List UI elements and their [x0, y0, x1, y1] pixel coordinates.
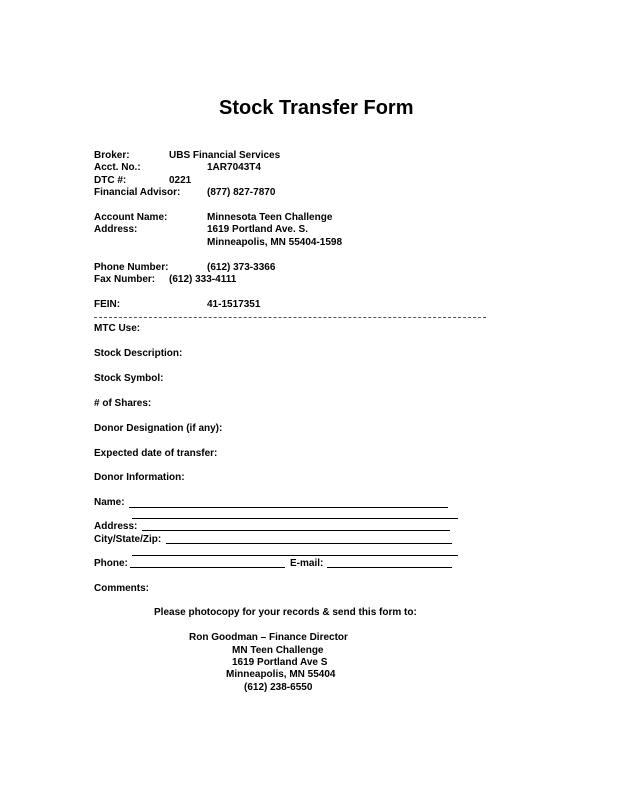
phone-field-label: Phone: — [94, 558, 128, 569]
comments-label: Comments: — [94, 583, 150, 594]
stock-symbol-label: Stock Symbol: — [94, 373, 164, 384]
account-name-value: Minnesota Teen Challenge — [207, 212, 333, 223]
expected-date-label: Expected date of transfer: — [94, 448, 218, 459]
city-state-zip-input-line-2[interactable] — [132, 555, 458, 556]
address-field-label: Address: — [94, 521, 138, 532]
send-city: Minneapolis, MN 55404 — [226, 669, 336, 680]
phone-number-value: (612) 373-3366 — [207, 262, 276, 273]
separator-dashed-line — [94, 317, 486, 318]
dtc-value: 0221 — [169, 175, 192, 186]
stock-description-label: Stock Description: — [94, 348, 183, 359]
phone-input-line[interactable] — [130, 567, 285, 568]
advisor-label: Financial Advisor: — [94, 187, 181, 198]
fax-number-label: Fax Number: — [94, 274, 156, 285]
send-contact: Ron Goodman – Finance Director — [189, 632, 348, 643]
acct-label: Acct. No.: — [94, 162, 141, 173]
broker-value: UBS Financial Services — [169, 150, 281, 161]
address-line1: 1619 Portland Ave. S. — [207, 224, 308, 235]
city-state-zip-input-line[interactable] — [166, 543, 452, 544]
city-state-zip-label: City/State/Zip: — [94, 534, 162, 545]
name-label: Name: — [94, 497, 125, 508]
address-label: Address: — [94, 224, 138, 235]
email-input-line[interactable] — [327, 567, 452, 568]
donor-designation-label: Donor Designation (if any): — [94, 423, 223, 434]
page-title: Stock Transfer Form — [219, 97, 414, 119]
send-instruction: Please photocopy for your records & send this form to: — [154, 607, 417, 618]
advisor-value: (877) 827-7870 — [207, 187, 276, 198]
acct-value: 1AR7043T4 — [207, 162, 261, 173]
send-street: 1619 Portland Ave S — [232, 657, 328, 668]
send-phone: (612) 238-6550 — [244, 682, 313, 693]
account-name-label: Account Name: — [94, 212, 168, 223]
address-line2: Minneapolis, MN 55404-1598 — [207, 237, 343, 248]
phone-number-label: Phone Number: — [94, 262, 169, 273]
send-org: MN Teen Challenge — [232, 645, 324, 656]
mtc-use-label: MTC Use: — [94, 323, 141, 334]
name-input-line-2[interactable] — [132, 518, 458, 519]
broker-label: Broker: — [94, 150, 130, 161]
dtc-label: DTC #: — [94, 175, 127, 186]
fein-label: FEIN: — [94, 299, 121, 310]
email-field-label: E-mail: — [290, 558, 324, 569]
name-input-line[interactable] — [129, 507, 448, 508]
num-shares-label: # of Shares: — [94, 398, 152, 409]
fax-number-value: (612) 333-4111 — [169, 274, 237, 285]
address-input-line[interactable] — [142, 530, 450, 531]
donor-information-label: Donor Information: — [94, 472, 185, 483]
fein-value: 41-1517351 — [207, 299, 261, 310]
